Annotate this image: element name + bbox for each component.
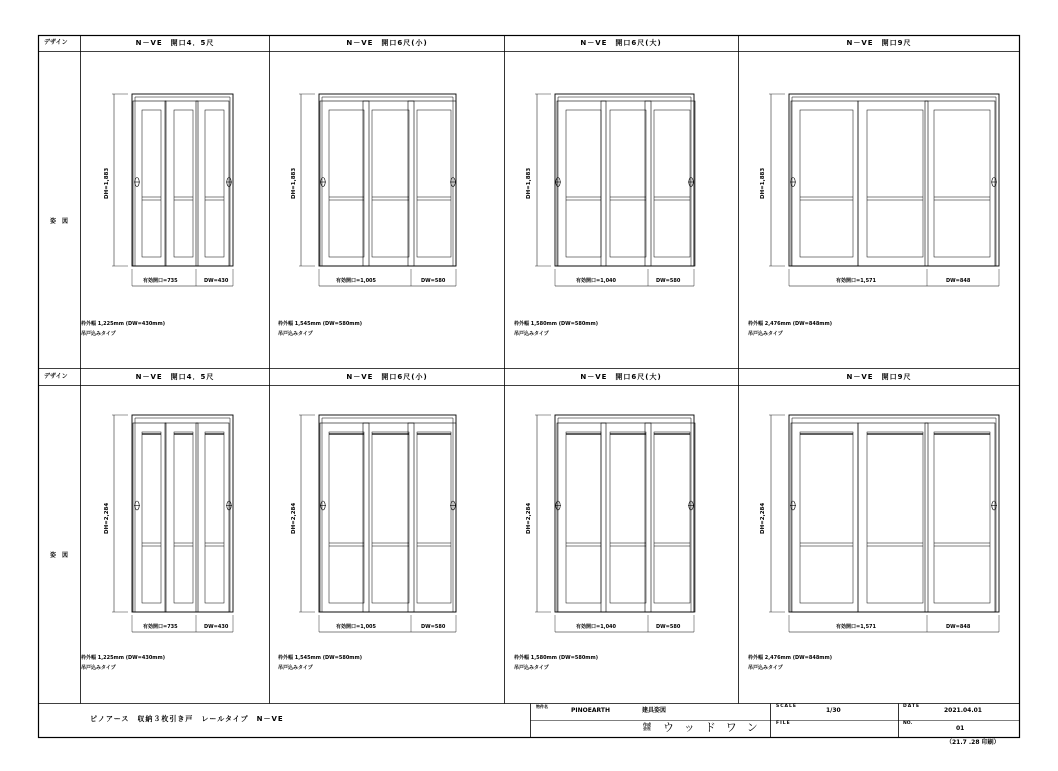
door-drawings [112, 94, 999, 632]
door-leaf [601, 423, 651, 612]
company-label: 作成 会社 [643, 722, 651, 731]
door-panel [372, 432, 409, 603]
door-panel [610, 432, 646, 603]
door-leaf [645, 423, 695, 612]
door-panel [654, 432, 690, 603]
door-width-label: DW=580 [656, 624, 681, 630]
effective-opening-label: 有効開口=1,005 [336, 624, 377, 630]
no-label: NO. [903, 721, 913, 726]
door-panel [205, 432, 224, 603]
door-leaf [557, 101, 606, 266]
door-width-label: DW=580 [656, 278, 681, 284]
door-leaf [858, 423, 928, 612]
door-panel [417, 432, 451, 603]
column-header: N－VE 開口9尺 [846, 39, 912, 47]
project-label: 物件名 [536, 704, 548, 709]
dh-label: DH=2,284 [526, 502, 532, 534]
door-frame [132, 94, 233, 266]
column-header: N－VE 開口6尺(大) [580, 373, 662, 381]
frame-width-note: 枠外幅 1,545mm (DW=580mm) [278, 321, 362, 327]
frame-width-note: 枠外幅 1,580mm (DW=580mm) [514, 655, 598, 661]
column-header: N－VE 開口6尺(小) [346, 39, 428, 47]
effective-opening-label: 有効開口=1,040 [576, 624, 617, 630]
scale-label: SCALE [776, 704, 797, 709]
dh-label: DH=1,883 [291, 167, 297, 199]
effective-opening-label: 有効開口=1,040 [576, 278, 617, 284]
effective-opening-label: 有効開口=735 [143, 278, 178, 284]
door-panel [934, 110, 990, 257]
row-label-elevation-bottom: 姿 図 [50, 552, 69, 559]
frame-width-note: 枠外幅 2,476mm (DW=848mm) [748, 321, 832, 327]
file-label: FILE [776, 721, 791, 726]
frame-width-note: 枠外幅 1,545mm (DW=580mm) [278, 655, 362, 661]
date-label: DATE [903, 704, 921, 709]
door-panel [800, 110, 853, 257]
door-panel [800, 432, 853, 603]
frame-width-note: 枠外幅 1,225mm (DW=430mm) [81, 321, 165, 327]
door-panel [329, 432, 364, 603]
type-note: 吊戸込みタイプ [514, 665, 549, 671]
door-leaf [791, 423, 858, 612]
door-width-label: DW=848 [946, 278, 971, 284]
door-panel [566, 110, 601, 257]
door-width-label: DW=580 [421, 278, 446, 284]
door-leaf [791, 101, 858, 266]
door-panel [566, 432, 601, 603]
column-header: N－VE 開口9尺 [846, 373, 912, 381]
door-panel [329, 110, 364, 257]
door-frame [319, 415, 456, 612]
door-leaf [408, 423, 456, 612]
row-label-elevation-top: 姿 図 [50, 218, 69, 225]
door-width-label: DW=430 [204, 278, 229, 284]
type-note: 吊戸込みタイプ [514, 331, 549, 337]
door-width-label: DW=580 [421, 624, 446, 630]
company-name: ウッドワン [663, 721, 768, 734]
row-label-design-top: デザイン [44, 39, 68, 46]
type-note: 吊戸込みタイプ [81, 331, 116, 337]
door-leaf [925, 423, 995, 612]
column-header: N－VE 開口6尺(大) [580, 39, 662, 47]
door-frame [789, 415, 999, 612]
column-header: N－VE 開口6尺(小) [346, 373, 428, 381]
type-note: 吊戸込みタイプ [278, 665, 313, 671]
type-note: 吊戸込みタイプ [81, 665, 116, 671]
dh-label: DH=2,284 [291, 502, 297, 534]
effective-opening-label: 有効開口=1,571 [836, 278, 877, 284]
door-panel [867, 432, 923, 603]
door-panel [867, 110, 923, 257]
door-panel [205, 110, 224, 257]
door-leaf [320, 423, 369, 612]
type-note: 吊戸込みタイプ [748, 331, 783, 337]
door-leaf [320, 101, 369, 266]
door-leaf [601, 101, 651, 266]
door-panel [142, 432, 161, 603]
door-leaf [645, 101, 695, 266]
door-panel [654, 110, 690, 257]
drawing-title: ピノアース 収納３枚引き戸 レールタイプ N－VE [90, 715, 284, 723]
door-leaf [858, 101, 928, 266]
door-leaf [557, 423, 606, 612]
column-header: N－VE 開口4．5尺 [135, 39, 215, 47]
frame-width-note: 枠外幅 2,476mm (DW=848mm) [748, 655, 832, 661]
dh-label: DH=2,284 [760, 502, 766, 534]
type-note: 吊戸込みタイプ [278, 331, 313, 337]
date-value: 2021.04.01 [944, 707, 982, 714]
column-header: N－VE 開口4．5尺 [135, 373, 215, 381]
effective-opening-label: 有効開口=735 [143, 624, 178, 630]
door-panel [142, 110, 161, 257]
door-frame [132, 415, 233, 612]
project-name: PINOEARTH [571, 707, 610, 714]
door-leaf [408, 101, 456, 266]
dh-label: DH=2,284 [104, 502, 110, 534]
frame-width-note: 枠外幅 1,580mm (DW=580mm) [514, 321, 598, 327]
frame-width-note: 枠外幅 1,225mm (DW=430mm) [81, 655, 165, 661]
dh-label: DH=1,883 [104, 167, 110, 199]
effective-opening-label: 有効開口=1,005 [336, 278, 377, 284]
print-note: （21.7 .28 印刷） [946, 739, 1000, 746]
dh-label: DH=1,883 [526, 167, 532, 199]
door-leaf [363, 101, 414, 266]
door-frame [319, 94, 456, 266]
dh-label: DH=1,883 [760, 167, 766, 199]
door-frame [555, 415, 694, 612]
door-frame [789, 94, 999, 266]
drawing-kind: 建具姿図 [642, 707, 667, 714]
door-panel [174, 110, 193, 257]
door-panel [372, 110, 409, 257]
door-leaf [363, 423, 414, 612]
door-width-label: DW=430 [204, 624, 229, 630]
door-leaf [925, 101, 995, 266]
row-label-design-bottom: デザイン [44, 373, 68, 380]
door-panel [934, 432, 990, 603]
door-panel [610, 110, 646, 257]
type-note: 吊戸込みタイプ [748, 665, 783, 671]
effective-opening-label: 有効開口=1,571 [836, 624, 877, 630]
door-panel [417, 110, 451, 257]
door-frame [555, 94, 694, 266]
door-width-label: DW=848 [946, 624, 971, 630]
no-value: 01 [956, 725, 965, 732]
scale-value: 1/30 [826, 707, 841, 714]
door-panel [174, 432, 193, 603]
